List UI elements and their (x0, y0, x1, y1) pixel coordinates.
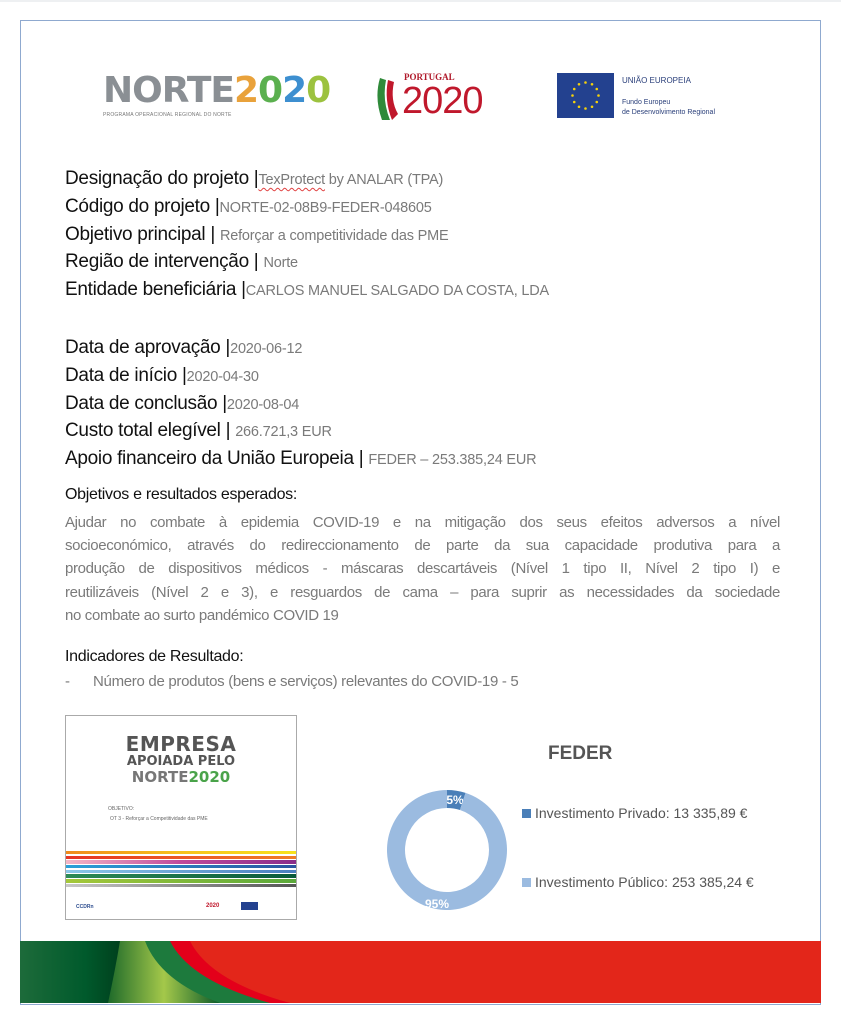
end-date: Data de conclusão |2020-08-04 (65, 393, 300, 414)
project-beneficiary: Entidade beneficiária |CARLOS MANUEL SALGADO DA COSTA, LDA (65, 279, 550, 300)
project-code: Código do projeto |NORTE-02-08B9-FEDER-048605 (65, 196, 432, 217)
objectives-heading: Objetivos e resultados esperados: (65, 486, 298, 503)
project-region: Região de intervenção | Norte (65, 251, 298, 272)
portugal2020-logo: PORTUGAL 2020 (372, 72, 497, 122)
eu-star (584, 107, 587, 110)
legend-item-private: Investimento Privado: 13 335,89 € (522, 805, 747, 821)
eu-star (595, 88, 598, 91)
donut-chart (360, 770, 520, 925)
eu-flag-icon (241, 902, 258, 910)
norte2020-logo: NORTE2020 PROGRAMA OPERACIONAL REGIONAL DO NORTE (103, 70, 331, 118)
donut-data-label: 5% (446, 793, 464, 807)
chart-title: FEDER (548, 743, 613, 764)
eu-star (591, 105, 594, 108)
eu-star (578, 83, 581, 86)
eu-star (571, 94, 574, 97)
eu-star (591, 83, 594, 86)
indicator-item: - Número de produtos (bens e serviços) relevantes do COVID-19 - 5 (65, 673, 519, 690)
legend-swatch (522, 878, 531, 887)
eu-star (597, 94, 600, 97)
project-main-objective: Objetivo principal | Reforçar a competitividade das PME (65, 224, 449, 245)
objectives-text: Ajudar no combate à epidemia COVID-19 e na mitigação dos seus efeitos adversos a nível socioeconómico, através do redireccionamento de parte da sua capacidade produtiva para a produção de dispositivos médicos - máscaras descartáveis (Nível 1 tipo II, Nível 2 tipo I) e reutilizáveis (Nível 2 e 3), e resguardos de cama – para suprir as necessidades da sociedade no combate ao surto pandémico COVID 19 (65, 514, 780, 624)
indicators-heading: Indicadores de Resultado: (65, 648, 244, 665)
eu-star (578, 105, 581, 108)
eu-funding: Apoio financeiro da União Europeia | FEDER – 253.385,24 EUR (65, 448, 537, 469)
eligible-cost: Custo total elegível | 266.721,3 EUR (65, 420, 332, 441)
eu-star (584, 81, 587, 84)
eu-flag-icon (557, 73, 614, 118)
approval-date: Data de aprovação |2020-06-12 (65, 337, 303, 358)
eu-star (573, 101, 576, 104)
donut-slice (387, 790, 507, 910)
top-edge (0, 0, 841, 2)
color-stripes (66, 851, 296, 889)
project-designation: Designação do projeto |TexProtect by ANALAR (TPA) (65, 168, 444, 189)
eu-star (595, 101, 598, 104)
supported-company-poster: EMPRESA APOIADA PELO NORTE2020 OBJETIVO: OT 3 - Reforçar a Competitividade das PME CCDRn 2020 (65, 715, 297, 920)
legend-item-public: Investimento Público: 253 385,24 € (522, 874, 754, 890)
legend-swatch (522, 809, 531, 818)
donut-data-label: 95% (424, 897, 450, 911)
footer-band (20, 941, 821, 1003)
eu-star (573, 88, 576, 91)
start-date: Data de início |2020-04-30 (65, 365, 259, 386)
